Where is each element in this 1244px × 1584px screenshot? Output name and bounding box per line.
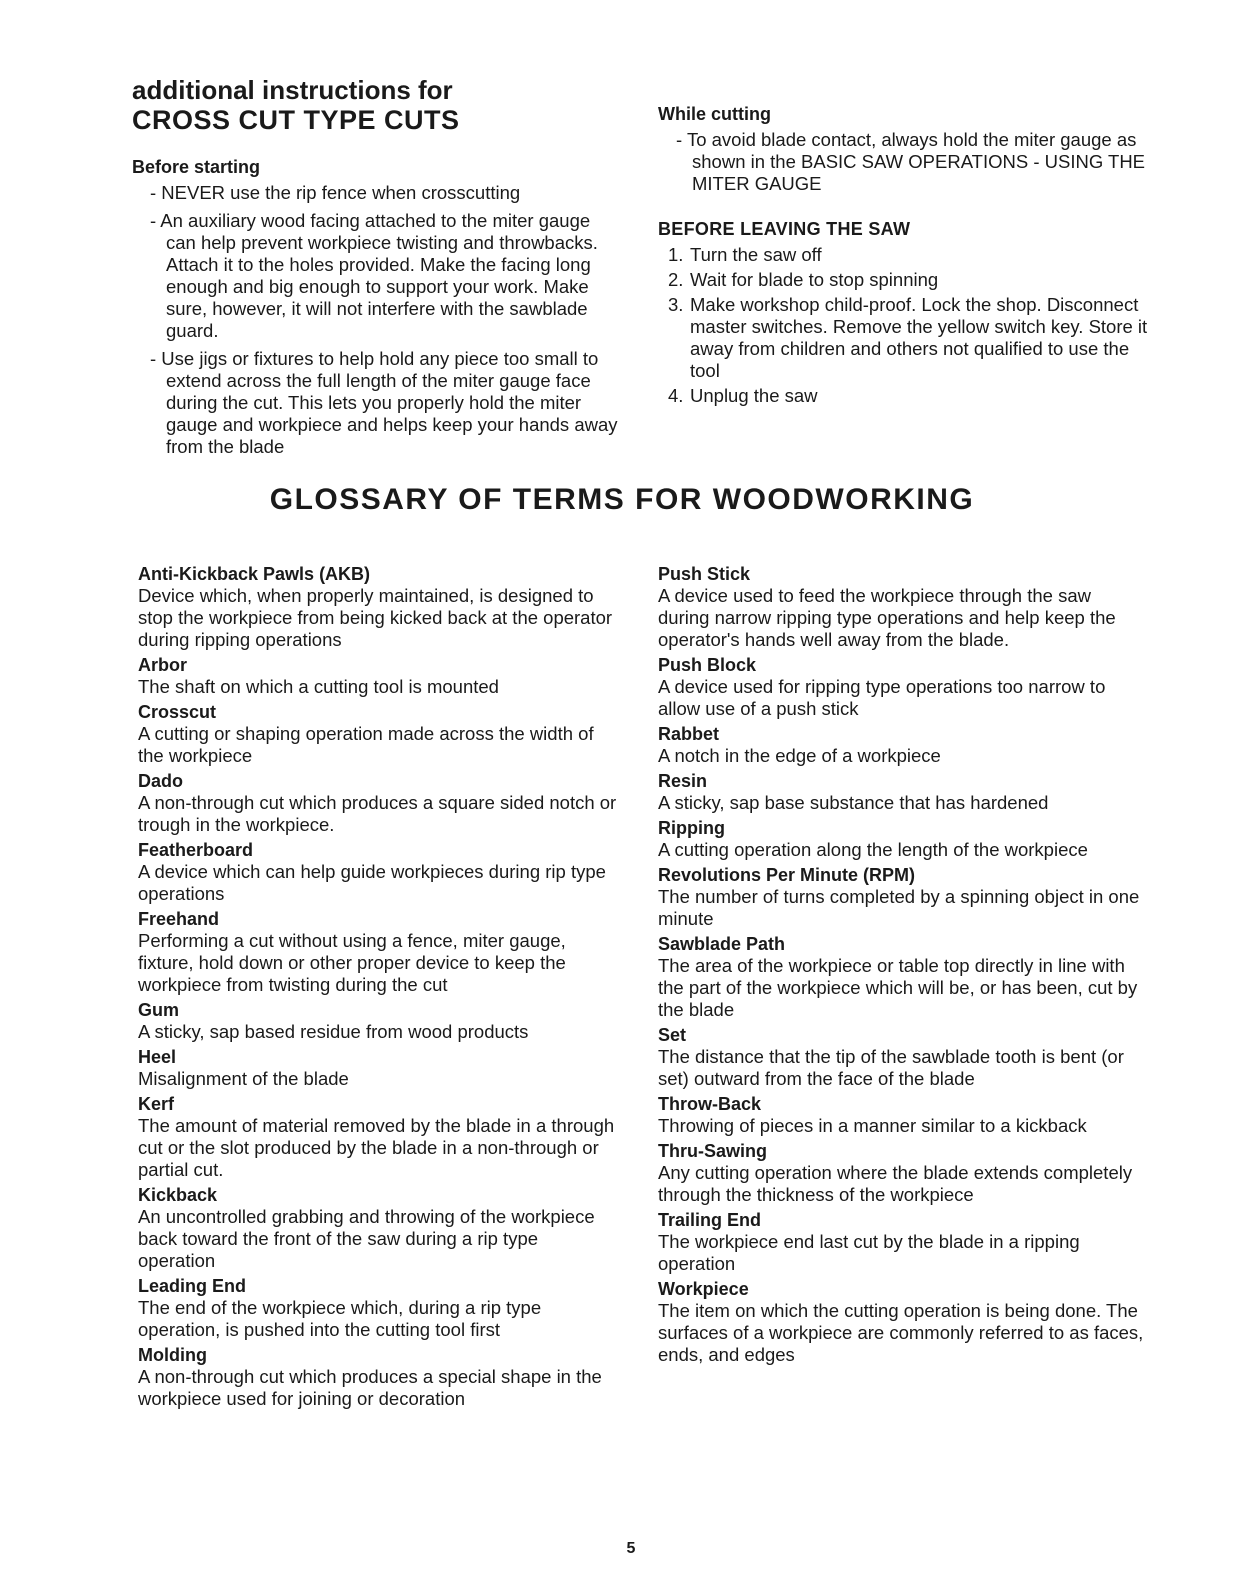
glossary-definition: A cutting or shaping operation made across the width of the workpiece [138,723,594,766]
glossary-entry [658,1024,1146,1090]
glossary-entry [138,563,618,651]
glossary-definition: The end of the workpiece which, during a rip type operation, is pushed into the cutting tool first [138,1297,542,1340]
glossary-term: Throw-Back [658,1094,762,1114]
glossary-entry [138,908,618,996]
before-starting-list [132,182,622,458]
glossary-definition: A device used for ripping type operations too narrow to allow use of a push stick [658,676,1106,719]
glossary-entry [138,1093,618,1181]
glossary-term: Push Stick [658,564,751,584]
section-heading: CROSS CUT TYPE CUTS [132,105,460,135]
list-item [658,269,1148,291]
list-item [658,244,1148,266]
glossary-entry [658,563,1146,651]
before-leaving-list [658,244,1148,407]
glossary-definition: Performing a cut without using a fence, miter gauge, fixture, hold down or other proper device to keep the workpiece from twisting during the cut [138,930,566,995]
glossary-entry [138,701,618,767]
glossary-entry [658,817,1146,861]
glossary-term: Thru-Sawing [658,1141,767,1161]
glossary-definition: The area of the workpiece or table top directly in line with the part of the workpiece which will be, or has been, cut by the blade [658,955,1138,1020]
glossary-entry [138,770,618,836]
item-number: 2. [668,269,684,290]
glossary-term: Rabbet [658,724,720,744]
list-item: - An auxiliary wood facing attached to the miter gauge can help prevent workpiece twisting and throwbacks. Attach it to the holes provided. Make the facing long enough and big enough to support your work. Make sure, however, it will not interfere with the sawblade guard. [150,210,598,341]
glossary-definition: The amount of material removed by the blade in a through cut or the slot produced by the blade in a non-through or partial cut. [138,1115,615,1180]
before-leaving-heading: BEFORE LEAVING THE SAW [658,219,911,239]
glossary-term: Molding [138,1345,207,1365]
glossary-term: Kickback [138,1185,218,1205]
glossary-definition: A cutting operation along the length of the workpiece [658,839,1088,860]
while-cutting-section [658,104,1148,410]
glossary-entry [138,999,618,1043]
glossary-definition: The shaft on which a cutting tool is mounted [138,676,499,697]
glossary-entry [138,654,618,698]
list-item [658,385,1148,407]
glossary-term: Workpiece [658,1279,749,1299]
glossary-definition: A device used to feed the workpiece through the saw during narrow ripping type operations and help keep the operator's hands well away from the blade. [658,585,1116,650]
glossary-entry [138,1344,618,1410]
page-number: 5 [626,1540,636,1557]
while-cutting-list [658,129,1148,195]
glossary-definition: An uncontrolled grabbing and throwing of the workpiece back toward the front of the saw during a rip type operation [138,1206,595,1271]
list-item: - To avoid blade contact, always hold the miter gauge as shown in the BASIC SAW OPERATIONS - USING THE MITER GAUGE [676,129,1146,194]
glossary-definition: A non-through cut which produces a square sided notch or trough in the workpiece. [138,792,617,835]
while-cutting-heading: While cutting [658,104,771,124]
glossary-left-column [138,560,618,1412]
glossary-definition: A notch in the edge of a workpiece [658,745,941,766]
item-text: Wait for blade to stop spinning [690,269,939,290]
glossary-term: Trailing End [658,1210,762,1230]
glossary-term: Anti-Kickback Pawls (AKB) [138,564,371,584]
section-subheading: additional instructions for [132,75,453,105]
glossary-term: Resin [658,771,708,791]
glossary-entry [658,1140,1146,1206]
glossary-term: Arbor [138,655,187,675]
glossary-definition: Misalignment of the blade [138,1068,349,1089]
glossary-term: Revolutions Per Minute (RPM) [658,865,916,885]
glossary-definition: A device which can help guide workpieces during rip type operations [138,861,606,904]
glossary-definition: A sticky, sap base substance that has hardened [658,792,1049,813]
glossary-definition: The number of turns completed by a spinning object in one minute [658,886,1140,929]
glossary-definition: The item on which the cutting operation is being done. The surfaces of a workpiece are commonly referred to as faces, ends, and edges [658,1300,1144,1365]
glossary-entry [658,1093,1146,1137]
glossary-term: Push Block [658,655,757,675]
glossary-term: Kerf [138,1094,175,1114]
cross-cut-section [132,76,622,464]
glossary-term: Dado [138,771,183,791]
glossary-definition: Throwing of pieces in a manner similar to a kickback [658,1115,1087,1136]
item-text: Turn the saw off [690,244,822,265]
glossary-entry [138,1275,618,1341]
glossary-term: Gum [138,1000,180,1020]
list-item: - NEVER use the rip fence when crosscutting [150,182,521,203]
glossary-definition: The workpiece end last cut by the blade in a ripping operation [658,1231,1080,1274]
item-number: 4. [668,385,684,406]
before-starting-heading: Before starting [132,157,261,177]
list-item [658,294,1148,382]
glossary-term: Ripping [658,818,725,838]
glossary-entry [138,1184,618,1272]
glossary-entry [658,770,1146,814]
item-text: Unplug the saw [690,385,818,406]
list-item: - Use jigs or fixtures to help hold any piece too small to extend across the full length of the miter gauge face during the cut. This lets you properly hold the miter gauge and workpiece and helps keep your hands away from the blade [150,348,618,457]
glossary-definition: A non-through cut which produces a special shape in the workpiece used for joining or decoration [138,1366,602,1409]
glossary-term: Freehand [138,909,220,929]
glossary-entry [658,723,1146,767]
glossary-term: Heel [138,1047,177,1067]
glossary-term: Leading End [138,1276,246,1296]
item-text: Make workshop child-proof. Lock the shop. Disconnect master switches. Remove the yellow switch key. Store it away from children and others not qualified to use the tool [690,294,1148,381]
glossary-title: GLOSSARY OF TERMS FOR WOODWORKING [269,483,975,516]
glossary-definition: Device which, when properly maintained, is designed to stop the workpiece from being kicked back at the operator during ripping operations [138,585,613,650]
glossary-term: Set [658,1025,687,1045]
glossary-entry [658,654,1146,720]
glossary-term: Crosscut [138,702,217,722]
glossary-definition: The distance that the tip of the sawblade tooth is bent (or set) outward from the face of the blade [658,1046,1124,1089]
glossary-entry [138,1046,618,1090]
glossary-term: Sawblade Path [658,934,786,954]
glossary-entry [138,839,618,905]
glossary-definition: Any cutting operation where the blade extends completely through the thickness of the workpiece [658,1162,1133,1205]
glossary-entry [658,1278,1146,1366]
glossary-entry [658,864,1146,930]
glossary-term: Featherboard [138,840,254,860]
glossary-right-column [658,560,1146,1368]
glossary-definition: A sticky, sap based residue from wood products [138,1021,529,1042]
item-number: 1. [668,244,684,265]
glossary-entry [658,933,1146,1021]
item-number: 3. [668,294,684,315]
glossary-entry [658,1209,1146,1275]
